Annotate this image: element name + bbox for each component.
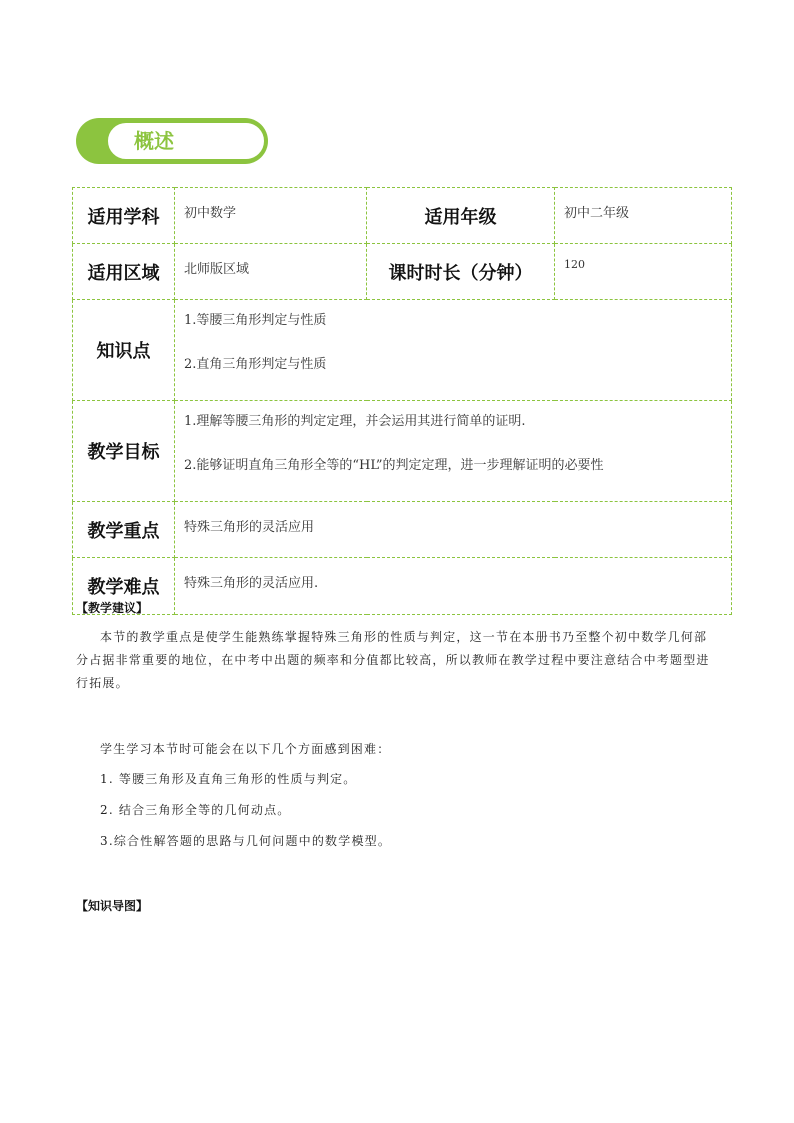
banner-label-box (106, 121, 266, 161)
table-row (73, 401, 732, 502)
difficulty-intro: 学生学习本节时可能会在以下几个方面感到困难： (100, 742, 391, 756)
goal-item: 2.能够证明直角三角形全等的“HL”的判定定理，进一步理解证明的必要性 (184, 458, 604, 473)
grade-value: 初中二年级 (555, 188, 732, 244)
difficulty-value: 特殊三角形的灵活应用. (175, 558, 732, 615)
table-row (73, 300, 732, 401)
difficulty-label: 教学难点 (73, 558, 175, 615)
goal-item: 1.理解等腰三角形的判定定理，并会运用其进行简单的证明. (184, 414, 526, 429)
knowledge-label: 知识点 (73, 300, 175, 401)
knowledge-map-title: 【知识导图】 (76, 899, 149, 913)
table-row (73, 502, 732, 558)
difficulty-item: 3.综合性解答题的思路与几何问题中的数学模型。 (100, 834, 392, 848)
region-value: 北师版区域 (175, 244, 367, 300)
knowledge-value (175, 300, 732, 401)
difficulty-item: 2. 结合三角形全等的几何动点。 (100, 803, 291, 817)
duration-label: 课时时长（分钟） (367, 244, 555, 300)
goals-value (175, 401, 732, 502)
table-row (73, 188, 732, 244)
subject-value: 初中数学 (175, 188, 367, 244)
banner-title: 概述 (134, 129, 174, 153)
grade-label: 适用年级 (367, 188, 555, 244)
focus-label: 教学重点 (73, 502, 175, 558)
knowledge-item: 2.直角三角形判定与性质 (184, 357, 327, 372)
duration-value: 120 (555, 244, 732, 300)
focus-value: 特殊三角形的灵活应用 (175, 502, 732, 558)
suggestion-paragraph: 本节的教学重点是使学生能熟练掌握特殊三角形的性质与判定，这一节在本册书乃至整个初中数学几何部分占据非常重要的地位，在中考中出题的频率和分值都比较高，所以教师在教学过程中要注意结合中考题型进行拓展。 (76, 630, 710, 690)
section-banner (76, 118, 268, 164)
goals-label: 教学目标 (73, 401, 175, 502)
course-info-table (72, 187, 732, 615)
subject-label: 适用学科 (73, 188, 175, 244)
region-label: 适用区域 (73, 244, 175, 300)
knowledge-item: 1.等腰三角形判定与性质 (184, 313, 327, 328)
table-row (73, 244, 732, 300)
difficulty-item: 1. 等腰三角形及直角三角形的性质与判定。 (100, 772, 357, 786)
suggestion-title: 【教学建议】 (76, 601, 149, 615)
table-row (73, 558, 732, 615)
